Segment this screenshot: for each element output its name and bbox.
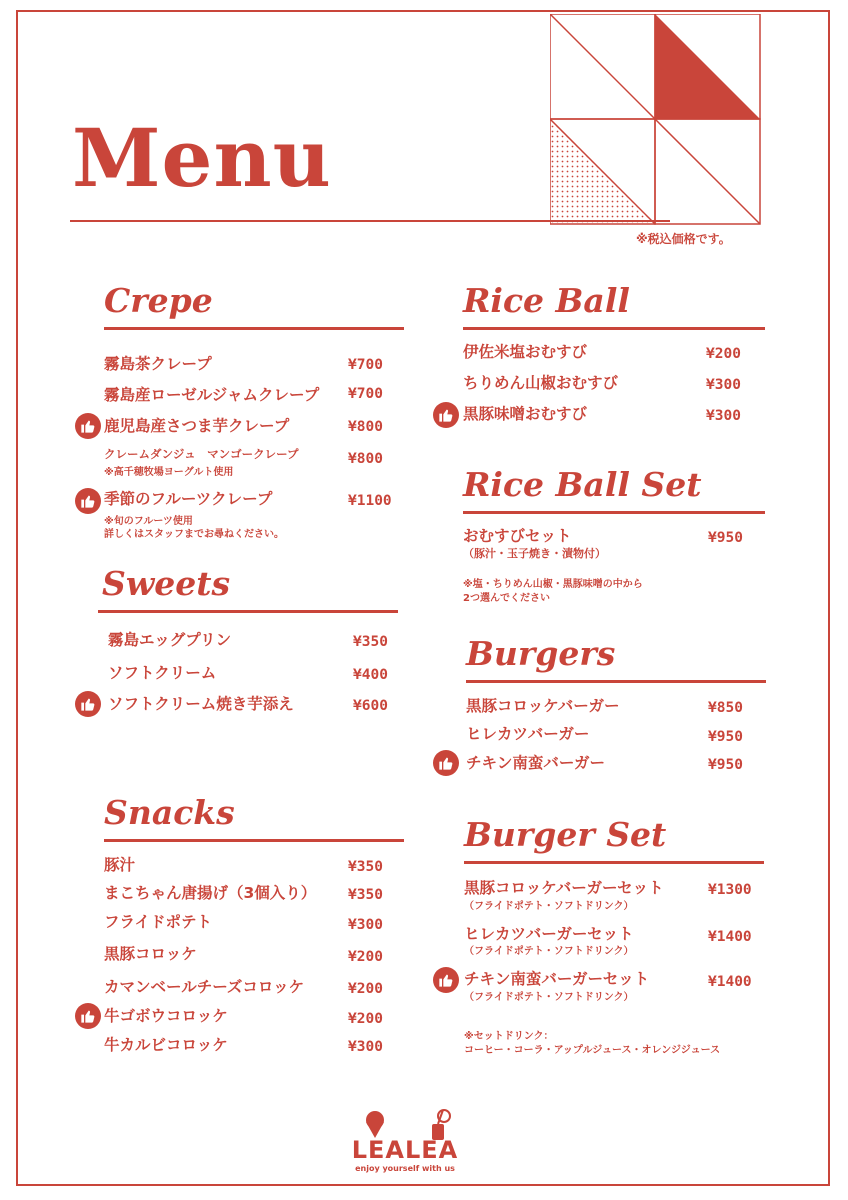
menu-item: おむすびセット xyxy=(463,527,572,545)
set-footnote: ※セットドリンク： xyxy=(464,1031,554,1042)
menu-item: まこちゃん唐揚げ（3個入り） xyxy=(104,884,317,902)
item-note: 詳しくはスタッフまでお尋ねください。 xyxy=(104,529,284,540)
menu-item: 霧島エッグプリン xyxy=(108,631,232,649)
section-title-burger-set: Burger Set xyxy=(464,815,667,854)
menu-item: 霧島産ローゼルジャムクレープ xyxy=(104,386,320,404)
menu-item: 豚汁 xyxy=(104,856,136,874)
recommended-thumbs-up-icon xyxy=(75,488,101,514)
item-note: （フライドポテト・ソフトドリンク） xyxy=(464,901,634,912)
item-note: （フライドポテト・ソフトドリンク） xyxy=(464,992,634,1003)
set-footnote: ※塩・ちりめん山椒・黒豚味噌の中から xyxy=(463,579,643,590)
menu-item: 黒豚コロッケバーガーセット xyxy=(464,879,664,897)
menu-item: 牛カルビコロッケ xyxy=(104,1036,228,1054)
item-price: ¥200 xyxy=(348,949,383,965)
section-title-rice-ball: Rice Ball xyxy=(463,281,630,320)
section-rule xyxy=(104,839,404,842)
item-price: ¥350 xyxy=(353,634,388,650)
section-rule xyxy=(463,511,765,514)
burger-set-section xyxy=(464,815,764,864)
menu-item: フライドポテト xyxy=(104,913,213,931)
section-rule xyxy=(464,861,764,864)
rice-ball-section xyxy=(463,281,765,330)
title-divider xyxy=(70,220,670,222)
item-price: ¥800 xyxy=(348,419,383,435)
item-price: ¥400 xyxy=(353,667,388,683)
section-rule xyxy=(466,680,766,683)
item-price: ¥200 xyxy=(348,981,383,997)
section-title-burgers: Burgers xyxy=(466,634,616,673)
item-price: ¥300 xyxy=(706,377,741,393)
menu-item: 霧島茶クレープ xyxy=(104,355,212,373)
item-price: ¥300 xyxy=(348,917,383,933)
sweets-section xyxy=(98,564,398,613)
recommended-thumbs-up-icon xyxy=(433,402,459,428)
set-footnote: コーヒー・コーラ・アップルジュース・オレンジジュース xyxy=(464,1045,721,1056)
item-price: ¥950 xyxy=(708,530,743,546)
svg-text:LEALEA: LEALEA xyxy=(351,1136,459,1164)
burgers-section xyxy=(466,634,766,683)
menu-item: 季節のフルーツクレープ xyxy=(104,490,273,508)
item-price: ¥700 xyxy=(348,357,383,373)
item-price: ¥950 xyxy=(708,729,743,745)
item-note: （フライドポテト・ソフトドリンク） xyxy=(464,946,634,957)
item-price: ¥600 xyxy=(353,698,388,714)
item-price: ¥950 xyxy=(708,757,743,773)
recommended-thumbs-up-icon xyxy=(75,1003,101,1029)
item-price: ¥1300 xyxy=(708,882,752,898)
menu-item: カマンベールチーズコロッケ xyxy=(104,978,305,996)
recommended-thumbs-up-icon xyxy=(433,967,459,993)
page-title: Menu xyxy=(72,111,332,205)
set-footnote: 2つ選んでください xyxy=(463,593,550,604)
item-price: ¥200 xyxy=(706,346,741,362)
menu-item: ソフトクリーム焼き芋添え xyxy=(108,695,294,713)
recommended-thumbs-up-icon xyxy=(433,750,459,776)
section-title-snacks: Snacks xyxy=(104,793,235,832)
svg-text:enjoy yourself with us: enjoy yourself with us xyxy=(355,1164,455,1173)
menu-item: ちりめん山椒おむすび xyxy=(463,374,619,392)
lealea-logo xyxy=(330,1108,480,1178)
menu-item: 伊佐米塩おむすび xyxy=(463,343,588,361)
menu-item: チキン南蛮バーガー xyxy=(466,754,606,772)
menu-item: 黒豚コロッケ xyxy=(104,945,197,963)
section-rule xyxy=(104,327,404,330)
item-price: ¥350 xyxy=(348,887,383,903)
item-price: ¥1100 xyxy=(348,493,392,509)
item-price: ¥200 xyxy=(348,1011,383,1027)
menu-item: チキン南蛮バーガーセット xyxy=(464,970,650,988)
recommended-thumbs-up-icon xyxy=(75,691,101,717)
triangle-decoration xyxy=(550,14,765,226)
menu-item: 黒豚味噌おむすび xyxy=(463,405,588,423)
menu-item: クレームダンジュ マンゴークレープ xyxy=(104,447,299,461)
menu-item: ソフトクリーム xyxy=(108,664,217,682)
item-price: ¥800 xyxy=(348,451,383,467)
item-price: ¥300 xyxy=(706,408,741,424)
menu-item: ヒレカツバーガー xyxy=(466,725,590,743)
snacks-section xyxy=(104,793,404,842)
item-price: ¥1400 xyxy=(708,929,752,945)
menu-item: 黒豚コロッケバーガー xyxy=(466,697,620,715)
tax-note: ※税込価格です。 xyxy=(636,232,731,246)
rice-ball-set-section xyxy=(463,465,765,514)
section-rule xyxy=(98,610,398,613)
item-note: ※高千穂牧場ヨーグルト使用 xyxy=(104,467,234,478)
item-price: ¥300 xyxy=(348,1039,383,1055)
crepe-section xyxy=(104,281,404,330)
section-title-crepe: Crepe xyxy=(104,281,213,320)
item-price: ¥850 xyxy=(708,700,743,716)
menu-item: 鹿児島産さつま芋クレープ xyxy=(104,417,290,435)
section-rule xyxy=(463,327,765,330)
item-price: ¥350 xyxy=(348,859,383,875)
item-note: （豚汁・玉子焼き・漬物付） xyxy=(463,547,606,560)
section-title-sweets: Sweets xyxy=(102,564,231,603)
item-price: ¥700 xyxy=(348,386,383,402)
menu-item: 牛ゴボウコロッケ xyxy=(104,1007,228,1025)
section-title-rice-ball-set: Rice Ball Set xyxy=(463,465,702,504)
recommended-thumbs-up-icon xyxy=(75,413,101,439)
item-note: ※旬のフルーツ使用 xyxy=(104,516,193,527)
menu-item: ヒレカツバーガーセット xyxy=(464,925,634,943)
item-price: ¥1400 xyxy=(708,974,752,990)
